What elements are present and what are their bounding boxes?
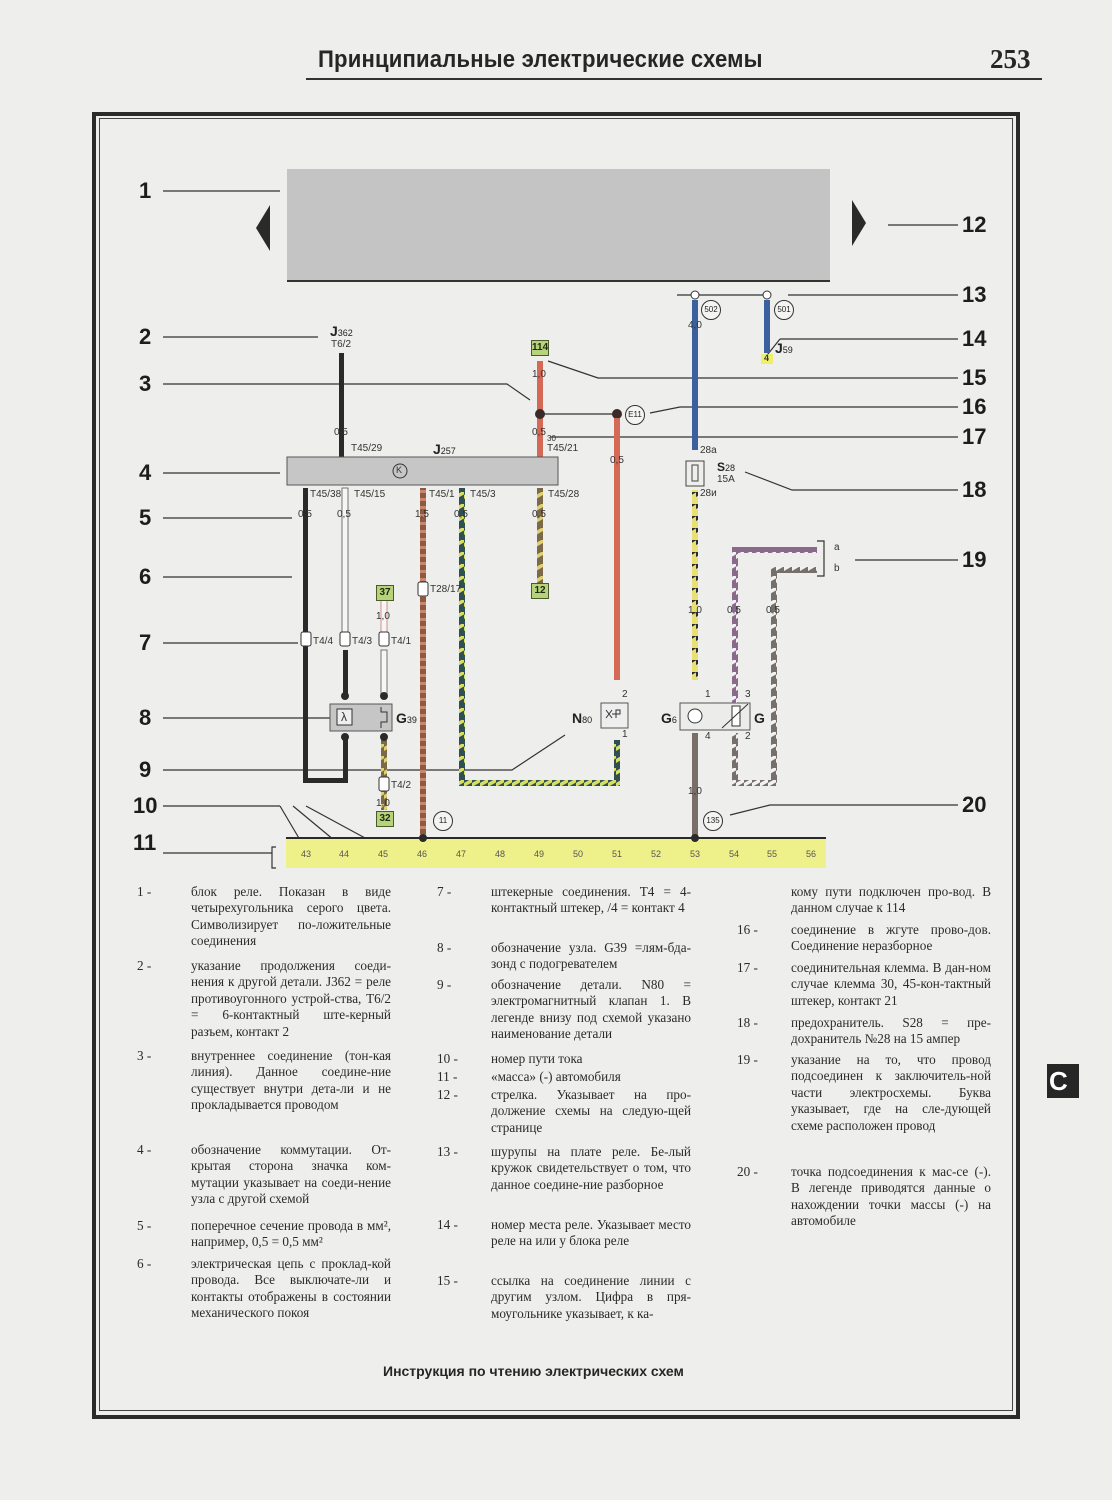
wire-n80-out bbox=[614, 740, 620, 786]
section-tab: С bbox=[1047, 1064, 1079, 1098]
label-e11: E11 bbox=[625, 405, 645, 425]
callout-7: 7 bbox=[139, 630, 152, 655]
wire-t45-38-loop bbox=[303, 778, 348, 783]
legend-column-1: 1 - блок реле. Показан в виде четырехугольника серого цвета. Символизирует по-ложительные соединения 2 - указание продолжения соеди-нения к другой детали. J362 = реле противоугонного устрой-ства, Т6/2 = 6-контактный ште-керный разъем, контакт 2 3 - внутреннее соединение (тон-кая линия). Данное соедине-ние существует внутри дета-ли и не прокладывается проводом 4 - обозначение коммутации. От-крытая сторона значка ком-мутации указывает на соеди-нение узла с другой схемой 5 - поперечное сечение провода в мм², например, 0,5 = 0,5 мм² 6 - электрическая цепь с проклад-кой провода. Все выключате-ли и контакты отображены в состоянии механического покоя bbox=[137, 884, 391, 1321]
wire-n80-loop-h bbox=[459, 780, 620, 786]
wire-t4-3-down bbox=[343, 650, 348, 695]
wire-t45-1 bbox=[420, 488, 426, 838]
callout-14: 14 bbox=[962, 326, 987, 351]
current-path-43: 43 bbox=[300, 849, 311, 859]
pin-n80-1: 1 bbox=[622, 729, 628, 740]
label-s28-rating: 15A bbox=[717, 474, 735, 485]
current-path-45: 45 bbox=[377, 849, 388, 859]
label-t6-2: T6/2 bbox=[331, 339, 352, 350]
legend-column-3: кому пути подключен про-вод. В данном случае к 114 16 - соединение в жгуте прово-дов. Соединение неразборное 17 - соединительная клемма. В дан-ном случае клемма 30, 45-кон-тактный штекер, контакт 21 18 - предохранитель. S28 = пре-дохранитель №28 на 15 ампер 19 - указание на то, что провод подсоединен к заключитель-ной части электросхемы. Буква указывает, где на сле-дующей схеме расположен провод 20 - точка подсоединения к мас-се (-). В легенде приводятся данные о нахождении точки массы (-) на автомобиле bbox=[737, 884, 991, 1229]
callout-15: 15 bbox=[962, 365, 987, 390]
callout-6: 6 bbox=[139, 564, 152, 589]
callout-2: 2 bbox=[139, 324, 152, 349]
connector-t45-29: T45/29 bbox=[351, 443, 383, 454]
connector-t45-28: T45/28 bbox=[548, 489, 580, 500]
motor-symbol bbox=[688, 709, 702, 723]
current-path-52: 52 bbox=[650, 849, 661, 859]
cross-section-j362: 0,5 bbox=[334, 427, 348, 438]
callout-13: 13 bbox=[962, 282, 987, 307]
ground-bar bbox=[286, 838, 826, 868]
wire-g-a-h bbox=[732, 547, 817, 553]
current-path-47: 47 bbox=[455, 849, 466, 859]
ground-label-11: 11 bbox=[433, 811, 453, 831]
connector-t45-1: T45/1 bbox=[429, 489, 455, 500]
wire-501 bbox=[764, 300, 770, 353]
wire-g-a-v bbox=[732, 548, 738, 703]
control-unit-j257 bbox=[287, 457, 558, 485]
solenoid-valve-n80 bbox=[601, 703, 628, 728]
callout-8: 8 bbox=[139, 705, 152, 730]
callout-16: 16 bbox=[962, 394, 987, 419]
screw-501 bbox=[763, 291, 771, 299]
continuation-b: b bbox=[834, 563, 840, 574]
connector-t45-3: T45/3 bbox=[470, 489, 496, 500]
relay-place-number: 4 bbox=[764, 353, 770, 363]
ground-point-46 bbox=[419, 834, 427, 842]
ground-label-135: 135 bbox=[703, 811, 723, 831]
wire-fuse-out bbox=[692, 490, 698, 680]
diagram-caption: Инструкция по чтению электрических схем bbox=[383, 1363, 684, 1379]
current-path-49: 49 bbox=[533, 849, 544, 859]
current-path-53: 53 bbox=[689, 849, 700, 859]
wire-t4-1-down bbox=[381, 650, 387, 695]
cross-section-t45-21: 0,5 bbox=[532, 427, 546, 438]
pin-g6-1: 1 bbox=[705, 689, 711, 700]
cross-section-114: 1,0 bbox=[532, 369, 546, 380]
callout-leaders bbox=[163, 191, 958, 868]
cross-section-37: 1,0 bbox=[376, 611, 390, 622]
callout-3: 3 bbox=[139, 371, 152, 396]
terminal-28a: 28a bbox=[700, 445, 717, 456]
cross-section-135: 1,0 bbox=[688, 786, 702, 797]
current-path-54: 54 bbox=[728, 849, 739, 859]
cross-section-502: 4,0 bbox=[688, 320, 702, 331]
pin-g-3: 3 bbox=[745, 689, 751, 700]
current-path-46: 46 bbox=[416, 849, 427, 859]
page-header-title: Принципиальные электрические схемы bbox=[318, 46, 763, 73]
arrow-right-icon bbox=[852, 200, 866, 246]
continuation-a: a bbox=[834, 542, 840, 553]
callout-18: 18 bbox=[962, 477, 987, 502]
cross-section-g6: 1,0 bbox=[688, 605, 702, 616]
callout-19: 19 bbox=[962, 547, 987, 572]
cross-section-t45-1: 1,5 bbox=[415, 509, 429, 520]
connector-t4-1: T4/1 bbox=[391, 636, 412, 647]
harness-splice-2 bbox=[612, 409, 622, 419]
label-j59: J59 bbox=[775, 340, 793, 356]
label-g39: G39 bbox=[396, 710, 417, 726]
current-path-51: 51 bbox=[611, 849, 622, 859]
connector-symbols bbox=[301, 582, 428, 791]
label-s28: S28 bbox=[717, 460, 736, 474]
connector-t45-38: T45/38 bbox=[310, 489, 342, 500]
relay-block bbox=[287, 169, 830, 280]
connector-t45-15: T45/15 bbox=[354, 489, 386, 500]
connector-t4-4: T4/4 bbox=[313, 636, 334, 647]
wire-t45-28 bbox=[537, 488, 543, 584]
legend-column-2: 7 - штекерные соединения. Т4 = 4-контактный штекер, /4 = контакт 4 8 - обозначение узла. G39 =лям-бда-зонд с подогревателем 9 - обозначение детали. N80 = электромагнитный клапан 1. В легенде внизу под схемой указано наименование детали 10 - номер пути тока 11 - «масса» (-) автомобиля 12 - стрелка. Указывает на про-должение схемы на следую-щей странице 13 - шурупы на плате реле. Бе-лый кружок свидетельствует о том, что данное соедине-ние разборное 14 - номер места реле. Указывает место реле на или у блока реле 15 - ссылка на соединение линии с другим узлом. Цифра в пря-моугольнике указывает, к ка- bbox=[437, 884, 691, 1321]
pin-g6-4: 4 bbox=[705, 731, 711, 742]
arrow-left-icon bbox=[256, 205, 270, 251]
pin-n80-2: 2 bbox=[622, 689, 628, 700]
current-path-44: 44 bbox=[338, 849, 349, 859]
callout-11: 11 bbox=[133, 830, 157, 855]
screw-502 bbox=[691, 291, 699, 299]
label-j257: J257 bbox=[433, 441, 456, 457]
connector-t45-21: T45/21 bbox=[547, 443, 579, 454]
callout-20: 20 bbox=[962, 792, 987, 817]
cross-section-t45-15: 0,5 bbox=[337, 509, 351, 520]
connector-t4-2: T4/2 bbox=[391, 780, 412, 791]
wire-g-loop-h bbox=[732, 780, 777, 786]
cross-section-t45-3: 0,5 bbox=[454, 509, 468, 520]
label-n80: N80 bbox=[572, 710, 593, 726]
current-path-48: 48 bbox=[494, 849, 505, 859]
wire-g39-loop bbox=[343, 738, 348, 783]
current-path-55: 55 bbox=[766, 849, 777, 859]
wire-g-b-v bbox=[771, 568, 777, 783]
cross-section-t45-38: 0,5 bbox=[298, 509, 312, 520]
cross-section-32: 1,0 bbox=[376, 798, 390, 809]
screw-label-501: 501 bbox=[774, 300, 794, 320]
callout-9: 9 bbox=[139, 757, 152, 782]
connector-t4-3: T4/3 bbox=[352, 636, 373, 647]
current-path-50: 50 bbox=[572, 849, 583, 859]
callout-1: 1 bbox=[139, 178, 152, 203]
lambda-symbol: λ bbox=[341, 710, 347, 724]
wire-g-b-h bbox=[771, 567, 817, 573]
path-ref-32: 32 bbox=[376, 811, 394, 827]
callout-5: 5 bbox=[139, 505, 152, 530]
cross-section-e11: 0,5 bbox=[610, 455, 624, 466]
callout-12: 12 bbox=[962, 212, 987, 237]
connector-t28-17: T28/17 bbox=[430, 584, 462, 595]
callout-10: 10 bbox=[133, 793, 158, 818]
pin-g-2: 2 bbox=[745, 731, 751, 742]
label-g: G bbox=[754, 710, 765, 726]
wire-g-pin2 bbox=[732, 733, 738, 785]
page-number: 253 bbox=[990, 44, 1031, 74]
cross-section-g-a: 0,5 bbox=[727, 605, 741, 616]
ground-point-53 bbox=[691, 834, 699, 842]
callout-17: 17 bbox=[962, 424, 987, 449]
label-g6: G6 bbox=[661, 710, 677, 726]
fuse-element bbox=[692, 465, 698, 481]
cross-section-g-b: 0,5 bbox=[766, 605, 780, 616]
cross-section-t45-28: 0,5 bbox=[532, 509, 546, 520]
callout-4: 4 bbox=[139, 460, 152, 485]
screw-label-502: 502 bbox=[701, 300, 721, 320]
path-ref-12: 12 bbox=[531, 583, 549, 599]
terminal-28u: 28и bbox=[700, 488, 717, 499]
label-j362: J362 bbox=[330, 323, 353, 339]
wire-t45-3 bbox=[459, 488, 465, 785]
wire-j362 bbox=[339, 353, 344, 465]
k-symbol: K bbox=[396, 465, 403, 475]
current-path-56: 56 bbox=[805, 849, 816, 859]
path-ref-37: 37 bbox=[376, 585, 394, 601]
terminal-30: 30 bbox=[547, 434, 556, 443]
harness-splice-1 bbox=[535, 409, 545, 419]
path-ref-114: 114 bbox=[531, 340, 549, 356]
fuel-gauge-sender bbox=[732, 706, 740, 726]
